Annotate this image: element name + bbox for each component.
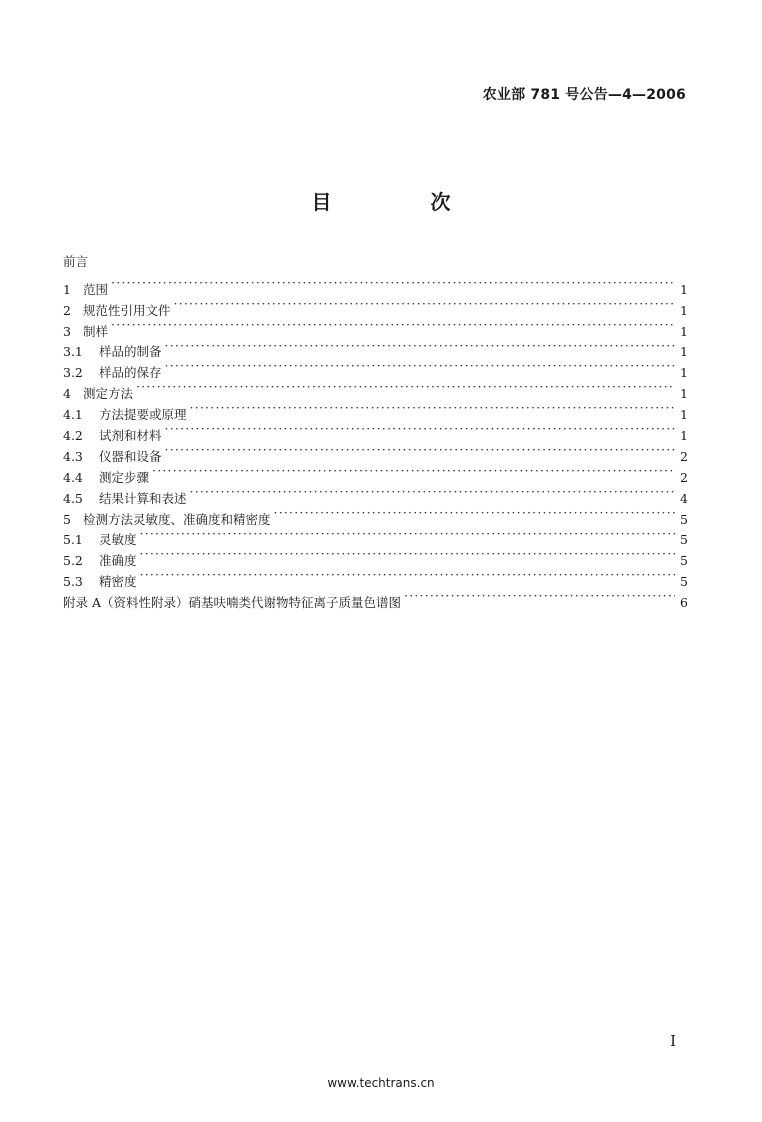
- toc-leader-dots: [152, 461, 675, 482]
- toc-entry-page: 1: [680, 407, 688, 423]
- toc-entry-number: 3.1: [63, 344, 83, 360]
- toc-entry-label: 测定步骤: [99, 469, 150, 485]
- toc-entry[interactable]: [63, 398, 688, 423]
- toc-leader-dots: [174, 294, 675, 315]
- toc-entry-page: 1: [680, 344, 688, 360]
- toc-leader-dots: [404, 586, 675, 607]
- toc-entry-page: 5: [680, 574, 688, 590]
- toc-entry-number: 4.1: [63, 407, 83, 423]
- toc-entry-page: 5: [680, 553, 688, 569]
- toc-entry-number: 4.3: [63, 448, 83, 464]
- toc-leader-dots: [165, 336, 675, 357]
- toc-leader-dots: [111, 273, 675, 294]
- toc-entry-label: 方法提要或原理: [99, 407, 187, 423]
- toc-entry[interactable]: [63, 336, 688, 360]
- toc-entry-page: 1: [680, 323, 688, 339]
- toc-leader-dots: [136, 377, 675, 398]
- page-number: I: [670, 1032, 676, 1050]
- toc-entry-number: 4.4: [63, 469, 83, 485]
- toc-entry-label: 规范性引用文件: [83, 302, 171, 318]
- toc-entry-number: 5: [63, 511, 71, 527]
- toc-entry-number: 4.5: [63, 490, 83, 506]
- toc-entry[interactable]: [63, 461, 688, 485]
- toc-entry[interactable]: [63, 586, 688, 611]
- toc-entry-page: 5: [680, 532, 688, 548]
- toc-entry-label: 检测方法灵敏度、准确度和精密度: [83, 511, 271, 527]
- toc-entry-label: 范围: [83, 281, 109, 297]
- toc-leader-dots: [190, 398, 675, 419]
- toc-entry-label: 结果计算和表述: [99, 490, 187, 506]
- standard-code: 农业部 781 号公告—4—2006: [482, 87, 686, 103]
- toc-leader-dots: [165, 419, 675, 440]
- toc-entry-number: 5.2: [63, 553, 83, 569]
- page-title: 目 次: [311, 190, 497, 214]
- toc-entry-label: 附录 A（资料性附录）硝基呋喃类代谢物特征离子质量色谱图: [63, 595, 402, 611]
- toc-entry-label: 准确度: [99, 553, 137, 569]
- toc-entry-number: 2: [63, 302, 71, 318]
- toc-entry-page: 1: [680, 365, 688, 381]
- toc-entry-page: 1: [680, 281, 688, 297]
- toc-entry[interactable]: [63, 482, 688, 506]
- toc-entry-label: 仪器和设备: [99, 448, 162, 464]
- footer-url[interactable]: www.techtrans.cn: [327, 1076, 435, 1090]
- toc-leader-dots: [274, 503, 675, 524]
- toc-entry-label: 测定方法: [83, 386, 134, 402]
- toc-entry-number: 4: [63, 386, 71, 402]
- toc-entry-label: 灵敏度: [99, 532, 137, 548]
- toc-entry-number: 3: [63, 323, 71, 339]
- table-of-contents: [63, 252, 688, 611]
- toc-entry-number: 5.1: [63, 532, 83, 548]
- toc-entry-number: 5.3: [63, 574, 83, 590]
- toc-entry-page: 2: [680, 469, 688, 485]
- toc-entry[interactable]: [63, 294, 688, 318]
- toc-leader-dots: [111, 315, 675, 336]
- toc-entry-label: 样品的制备: [99, 344, 162, 360]
- toc-entry-page: 4: [680, 490, 688, 506]
- toc-leader-dots: [140, 565, 675, 586]
- toc-entry-page: 1: [680, 386, 688, 402]
- toc-entry[interactable]: [63, 273, 688, 297]
- toc-entry[interactable]: [63, 252, 688, 273]
- toc-entry-number: 4.2: [63, 428, 83, 444]
- toc-entry[interactable]: [63, 524, 688, 548]
- toc-leader-dots: [165, 356, 675, 377]
- toc-entry-label: 试剂和材料: [99, 428, 162, 444]
- toc-entry-label: 前言: [63, 254, 89, 269]
- toc-entry-label: 制样: [83, 323, 109, 339]
- toc-entry[interactable]: [63, 565, 688, 590]
- toc-entry-page: 6: [680, 595, 688, 611]
- toc-entry-page: 1: [680, 428, 688, 444]
- toc-leader-dots: [165, 440, 675, 461]
- toc-leader-dots: [140, 524, 675, 545]
- toc-entry[interactable]: [63, 377, 688, 402]
- toc-entry-page: 2: [680, 448, 688, 464]
- toc-entry-number: 1: [63, 281, 71, 297]
- toc-entry-label: 精密度: [99, 574, 137, 590]
- toc-entry-number: 3.2: [63, 365, 83, 381]
- toc-entry[interactable]: [63, 544, 688, 569]
- toc-entry-page: 1: [680, 302, 688, 318]
- toc-leader-dots: [140, 544, 675, 565]
- toc-entry-page: 5: [680, 511, 688, 527]
- toc-leader-dots: [190, 482, 675, 503]
- toc-entry[interactable]: [63, 315, 688, 339]
- toc-entry-label: 样品的保存: [99, 365, 162, 381]
